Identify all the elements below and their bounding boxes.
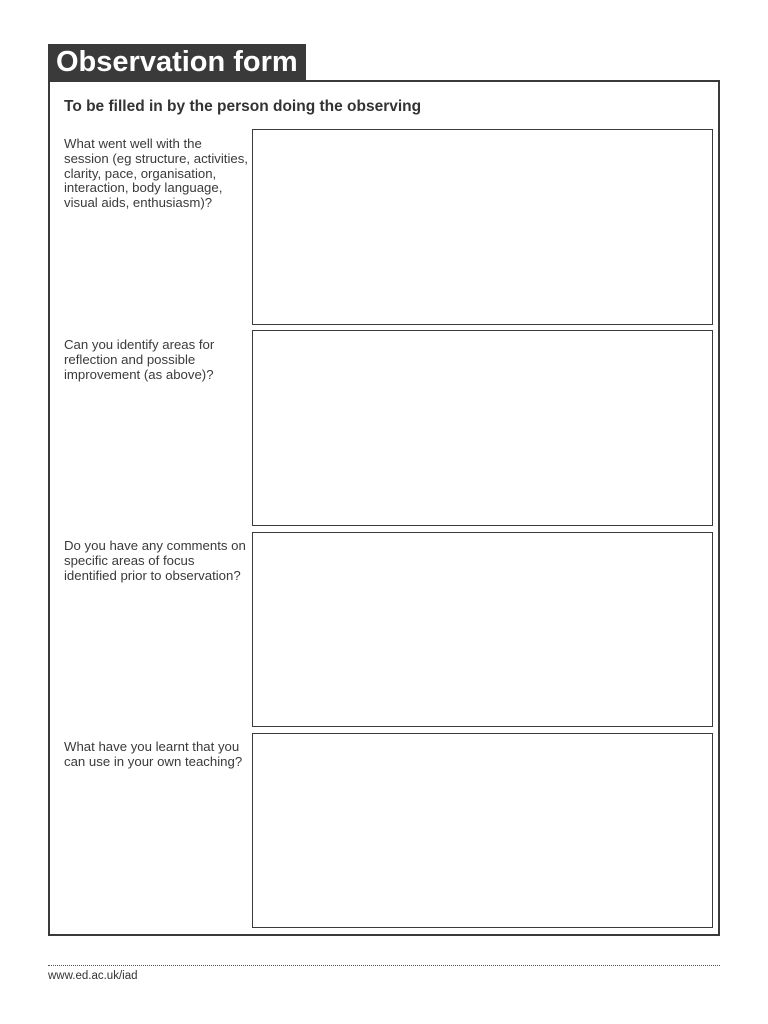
- form-subtitle: To be filled in by the person doing the observing: [64, 98, 422, 115]
- question-label-improvement: Can you identify areas for reflection and possible improvement (as above)?: [64, 337, 215, 382]
- answer-box-improvement[interactable]: [252, 330, 713, 526]
- footer-url: www.ed.ac.uk/iad: [48, 970, 138, 982]
- footer-divider: [48, 965, 720, 966]
- answer-box-areas-of-focus[interactable]: [252, 532, 713, 727]
- question-label-learnt: What have you learnt that you can use in your own teaching?: [64, 739, 243, 769]
- form-title: Observation form: [48, 44, 306, 80]
- answer-box-learnt[interactable]: [252, 733, 713, 928]
- question-label-went-well: What went well with the session (eg structure, activities, clarity, pace, organisation, interaction, body language, visual aids, enthusiasm)?: [64, 136, 248, 211]
- answer-box-went-well[interactable]: [252, 129, 713, 325]
- question-label-areas-of-focus: Do you have any comments on specific areas of focus identified prior to observation?: [64, 538, 246, 583]
